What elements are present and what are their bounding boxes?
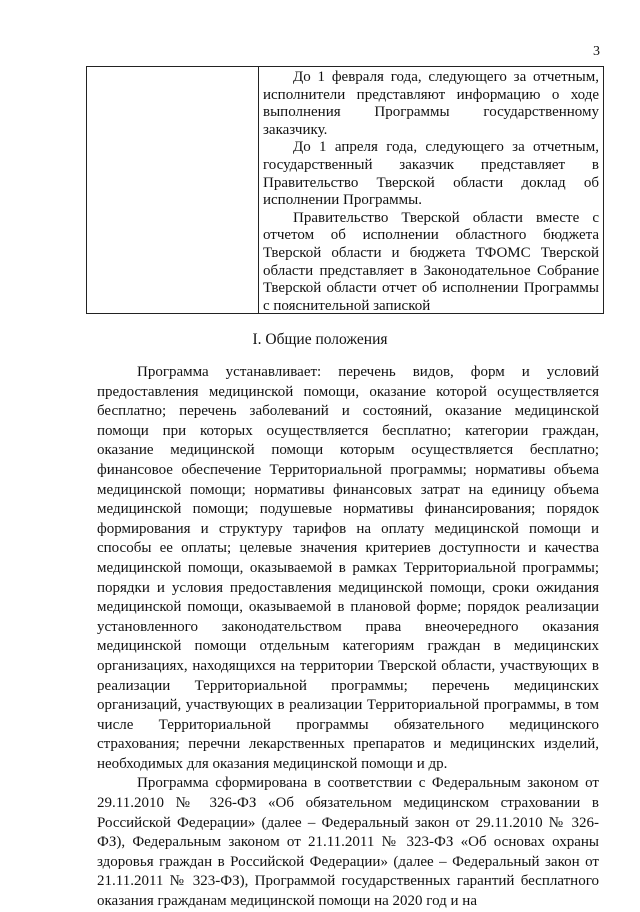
body-paragraph: Программа сформирована в соответствии с Федеральным законом от 29.11.2010 № 326-ФЗ «Об обязательном медицинском страховании в Российской Федерации» (далее – Федеральный закон от 29.11.2010 № 326-ФЗ), Федеральным законом от 21.11.2011 № 323-ФЗ «Об основах охраны здоровья граждан в Российской Федерации» (далее – Федеральный закон от 21.11.2011 № 323-ФЗ), Программой государственных гарантий бесплатного оказания гражданам медицинской помощи на 2020 год и на: [97, 775, 599, 910]
table-paragraph: Правительство Тверской области вместе с отчетом об исполнении областного бюджета Тверской области и бюджета ТФОМС Тверской области представляет в Законодательное Собрание Тверской области отчет об исполнении Программы с пояснительной запиской: [263, 209, 599, 314]
page-number: 3: [593, 44, 600, 59]
section-heading: I. Общие положения: [252, 331, 388, 348]
table-cell: [263, 69, 599, 315]
table-paragraph: До 1 февраля года, следующего за отчетным, исполнители представляют информацию о ходе выполнения Программы государственному заказчику.: [263, 69, 599, 138]
table: [86, 66, 604, 314]
body-text: [97, 363, 599, 912]
table-paragraph: До 1 апреля года, следующего за отчетным, государственный заказчик представляет в Правительство Тверской области доклад об исполнении Программы.: [263, 139, 599, 209]
body-paragraph: Программа устанавливает: перечень видов, форм и условий предоставления медицинской помощи, оказание которой осуществляется бесплатно; перечень заболеваний и состояний, оказание медицинской помощи при которых осуществляется бесплатно; категории граждан, оказание медицинской помощи которым осуществляется бесплатно; финансовое обеспечение Территориальной программы; нормативы объема медицинской помощи; нормативы финансовых затрат на единицу объема медицинской помощи; подушевые нормативы финансирования; порядок формирования и структуру тарифов на оплату медицинской помощи и способы ее оплаты; целевые значения критериев доступности и качества медицинской помощи, оказываемой в рамках Территориальной программы; порядки и условия предоставления медицинской помощи, сроки ожидания медицинской помощи, оказываемой в плановой форме; порядок реализации установленного законодательством права внеочередного оказания медицинской помощи отдельным категориям граждан в медицинских организациях, находящихся на территории Тверской области, участвующих в реализации Территориальной программы; перечень медицинских организаций, участвующих в реализации Территориальной программы, в том числе Территориальной программы обязательного медицинского страхования; перечни лекарственных препаратов и медицинских изделий, необходимых для оказания медицинской помощи и др.: [97, 364, 599, 772]
table-column-divider: [258, 67, 259, 313]
